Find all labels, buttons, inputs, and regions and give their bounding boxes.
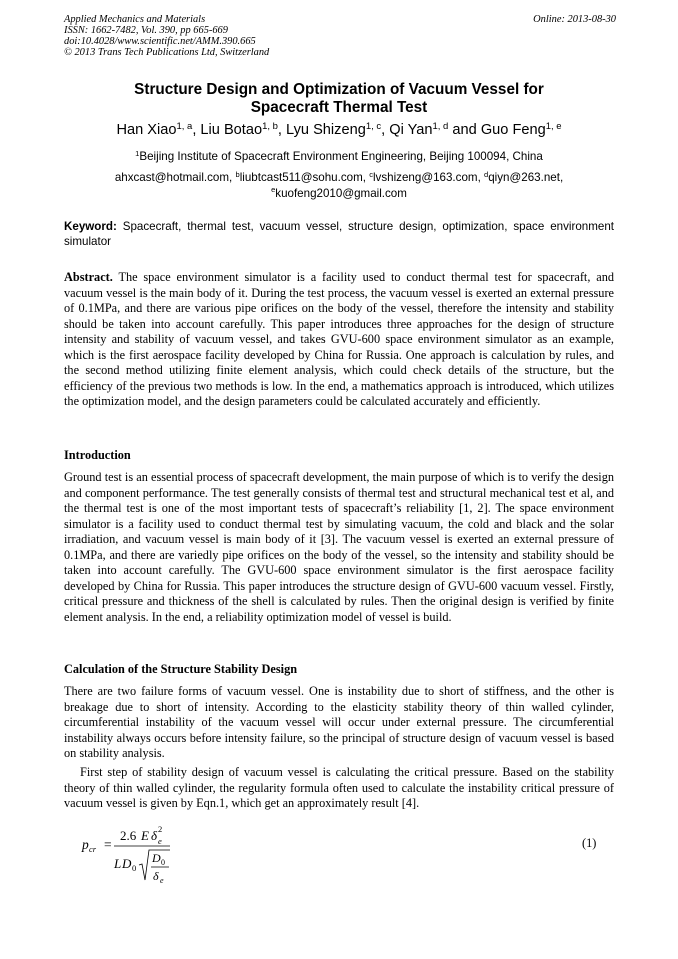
keyword-label: Keyword: — [64, 220, 117, 233]
author-and: and — [452, 122, 477, 138]
author: Han Xiao$^{1, a}$ — [116, 120, 193, 138]
calculation-paragraph-1: There are two failure forms of vacuum vessel. One is instability due to short of stiffness, and the other is breakage due to short of intensity. According to the elasticity stability theory of thin walled cylinder, circumferential instability of the vacuum vessel will occur under external pressure. The circumferential instability always occurs before intensity failure, so the principal of structure design of vacuum vessel is based on stability analysis. — [64, 684, 614, 760]
abstract — [64, 270, 614, 410]
title-line-1: Structure Design and Optimization of Vacuum Vessel for — [134, 81, 544, 98]
email: $^e$kuofeng2010@gmail.com — [271, 185, 407, 200]
section-heading-calculation: Calculation of the Structure Stability Design — [64, 662, 298, 676]
journal-issn: ISSN: 1662-7482, Vol. 390, pp 665-669 — [64, 25, 228, 36]
email: $^c$lvshizeng@163.com — [369, 169, 478, 184]
eq-sqrt-D-sub: 0 — [161, 858, 165, 867]
keywords — [64, 220, 614, 249]
section-heading-introduction: Introduction — [64, 448, 131, 462]
author: Lyu Shizeng$^{1, c}$ — [286, 120, 382, 138]
affiliation: $^1$Beijing Institute of Spacecraft Environment Engineering, Beijing 100094, China — [135, 148, 543, 163]
equation-critical-pressure — [78, 820, 618, 890]
journal-copyright: © 2013 Trans Tech Publications Ltd, Switzerland — [64, 47, 270, 58]
paper-title — [64, 81, 614, 117]
author: Qi Yan$^{1, d}$ — [389, 120, 449, 138]
abstract-text: The space environment simulator is a facility used to conduct thermal test for spacecraft, and vacuum vessel is the main body of it. During the test process, the vacuum vessel is exerted an external pressure of 0.1MPa, and there are various pipe orifices on the body of the vessel, therefore the intensity and stability should be taken into account carefully. This paper introduces three approaches for the design of structure intensity and stability of vacuum vessel, and takes GVU-600 space environment simulator as an example, which is the first aerospace facility developed by China for Russia. One approach is calculation by rules, and the second method utilizing finite element analysis, which could check details of the structure, but the efficiency of the previous two methods is low. In the end, a mathematics approach is introduced, which utilizes the optimization model, and the design parameters could be calculated accurately and efficiently. — [64, 270, 614, 408]
journal-doi: doi:10.4028/www.scientific.net/AMM.390.665 — [64, 36, 256, 47]
author-list: Han Xiao$^{1, a}$, Liu Botao$^{1, b}$, Lyu Shizeng$^{1, c}$, Qi Yan$^{1, d}$ and Guo Feng$^{1, e}$ — [116, 120, 562, 138]
online-date: Online: 2013-08-30 — [533, 14, 616, 25]
eq-lhs: p — [82, 837, 89, 852]
email: $^b$liubtcast511@sohu.com — [235, 169, 363, 184]
email: ahxcast@hotmail.com — [114, 171, 230, 184]
eq-E: E — [141, 828, 149, 843]
journal-header — [64, 14, 616, 58]
calculation-paragraph-2: First step of stability design of vacuum vessel is calculating the critical pressure. Based on the stability theory of thin walled cylinder, the regularity formula often used to calculate the instability critical pressure of vacuum vessel is given by Eqn.1, which get an approximately result [4]. — [64, 765, 614, 810]
introduction-paragraph: Ground test is an essential process of spacecraft development, the main purpose of which is to verify the design and component performance. The test generally consists of thermal test and structural mechanical test et al, and the thermal test is one of the most important tests of spacecraft’s reliability [1, 2]. The space environment simulator is a facility used to conduct thermal test by simulating vacuum, the cold and black and the solar irradiation, and vacuum vessel is main body of it [3]. The vacuum vessel is exerted an external pressure of 0.1MPa, and there are variedly pipe orifices on the body of the vessel, so the intensity and stability should be taken into account carefully. The GVU-600 space environment simulator is the first aerospace facility developed by China for Russia. This paper introduces the structure design of GVU-600 vacuum vessel. Firstly, critical pressure and thickness of the shell is calculated by rules. Then the original design is verified by finite element analysis. In the end, a reliability optimization model of vessel is build. — [64, 470, 614, 624]
abstract-label: Abstract. — [64, 270, 113, 284]
eq-L: L — [114, 856, 122, 871]
eq-delta: δ — [151, 828, 158, 843]
eq-coef: 2.6 — [120, 828, 137, 843]
eq-sqrt-delta: δ — [153, 869, 159, 883]
author-emails: ahxcast@hotmail.com, $^b$liubtcast511@sohu.com, $^c$lvshizeng@163.com, $^d$qiyn@263.net, $^e$kuofeng2010@gmail.com — [114, 169, 564, 200]
eq-delta-sub: e — [158, 836, 162, 846]
eq-delta-sup: 2 — [158, 824, 163, 834]
email: $^d$qiyn@263.net — [484, 169, 560, 184]
eq-D-sub: 0 — [132, 863, 137, 873]
eq-lhs-sub: cr — [89, 844, 97, 854]
author: Guo Feng$^{1, e}$ — [480, 120, 562, 138]
equation-number: (1) — [582, 836, 597, 850]
keyword-text: Spacecraft, thermal test, vacuum vessel, structure design, optimization, space environment simulator — [64, 220, 614, 248]
eq-D: D — [122, 856, 132, 871]
author: Liu Botao$^{1, b}$ — [200, 120, 278, 138]
eq-sqrt-delta-sub: e — [160, 876, 164, 885]
title-line-2: Spacecraft Thermal Test — [250, 99, 428, 116]
eq-sqrt-D: D — [152, 851, 161, 865]
eq-equals: = — [104, 837, 112, 852]
journal-name: Applied Mechanics and Materials — [64, 14, 206, 25]
